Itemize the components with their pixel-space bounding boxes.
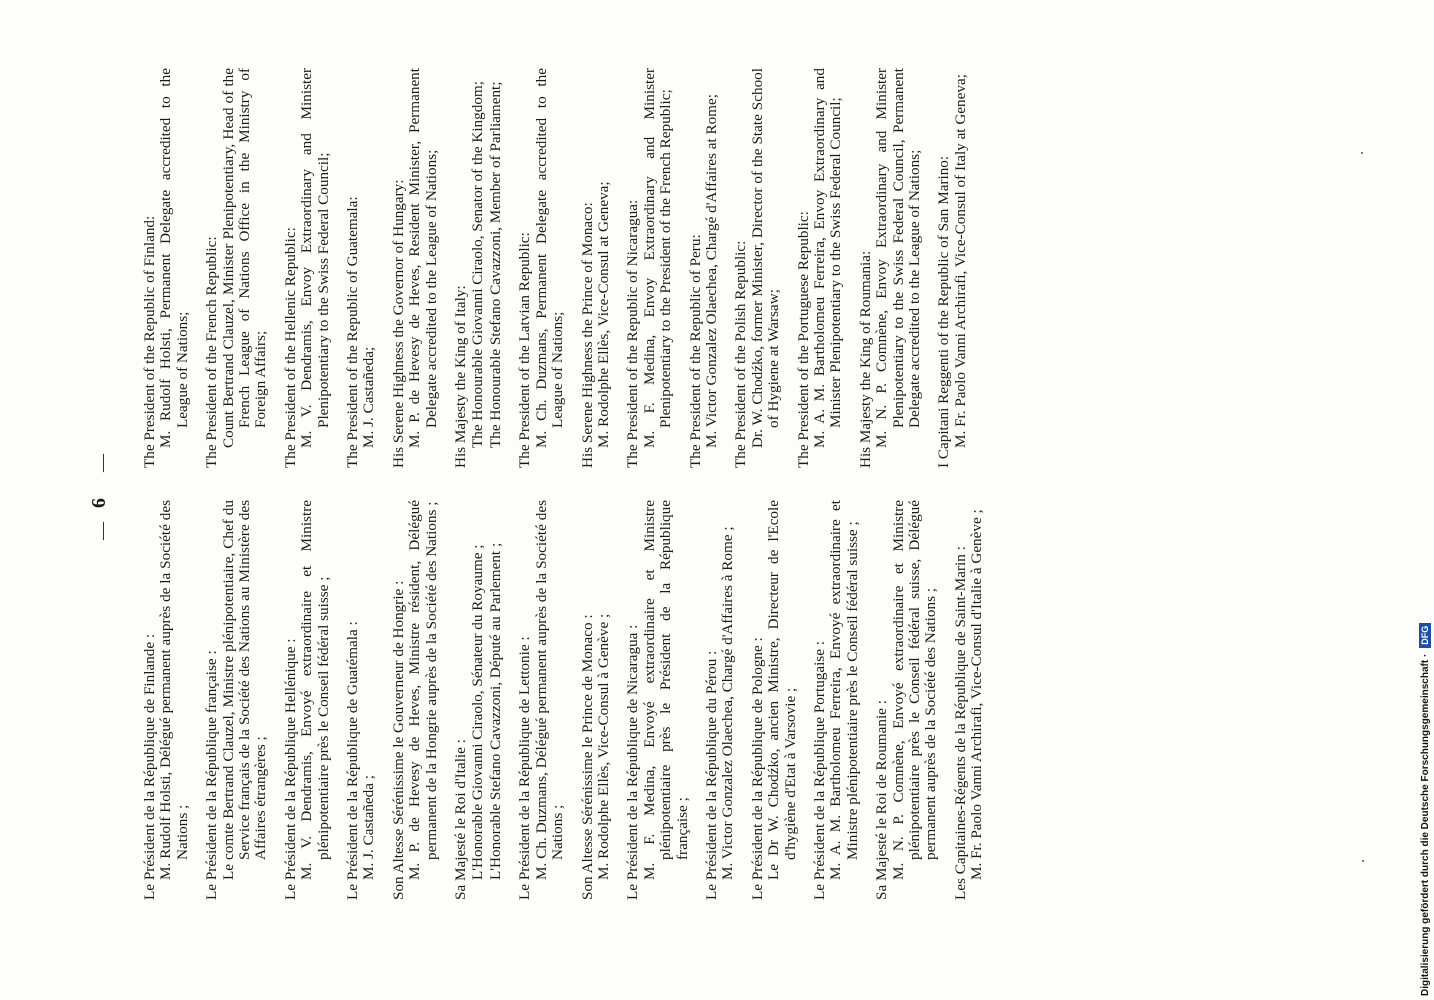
english-delegate: M. N. P. Comnène, Envoy Extraordinary and Minister Plenipotentiary to the Swiss Federal Council, Permanent Delegate accredited to the League of Nations; [873,68,924,448]
english-party-name: His Serene Highness the Governor of Hungary: [389,179,407,468]
english-party-name: His Majesty the King of Italy: [452,285,470,468]
english-entry-list [142,68,969,468]
page-number-dash-right: — [92,454,112,472]
french-entry [625,500,691,900]
french-party-name: Son Altesse Sérénissime le Gouverneur de Hongrie : [389,580,407,900]
french-entry [204,500,270,900]
french-delegate: M. N. P. Comnène, Envoyé extraordinaire et Ministre plénipotentiaire près le Conseil fédéral suisse, Délégué permanent auprès de la Société des Nations ; [889,500,940,880]
scan-speck [1361,152,1363,154]
english-delegate: M. A. M. Bartholomeu Ferreira, Envoy Extraordinary and Minister Plenipotentiary to the Swiss Federal Council; [811,68,845,448]
french-party-name: Le Président de la République Hellénique : [281,638,299,900]
french-entry [453,500,504,900]
english-party-name: The President of the Republic of Peru: [686,234,704,468]
english-entry [453,68,504,468]
french-delegate: M. Rodolphe Ellès, Vice-Consul à Genève ; [594,613,612,880]
french-entry [391,500,440,900]
english-delegate: M. Fr. Paolo Vanni Archirafi, Vice-Consul of Italy at Geneva; [951,74,969,448]
english-delegate: M. Victor Gonzalez Olaechea, Chargé d'Affaires at Rome; [702,94,720,448]
english-delegate: The Honourable Giovanni Ciraolo, Senator of the Kingdom; [468,81,486,448]
english-entry [391,68,440,468]
french-entry [704,500,737,900]
english-party-name: The President of the Latvian Republic: [516,232,534,468]
french-delegate: L'Honorable Stefano Cavazzoni, Député au Parlement ; [486,542,504,880]
english-party-name: The President of the Republic of Nicaragua: [624,199,642,468]
english-entry [796,68,845,468]
french-delegate: M. A. M. Bartholomeu Ferreira, Envoyé extraordinaire et Ministre plénipotentiaire près le Conseil fédéral suisse ; [827,500,861,880]
page-number-dash-left: — [92,522,112,540]
french-party-name: Le Président de la République Portugaise : [811,641,828,900]
french-party-name: Son Altesse Sérénissime le Prince de Monaco : [578,614,596,900]
french-entry [283,500,332,900]
french-party-name: Le Président de la République du Pérou : [702,650,720,900]
french-delegate: M. Fr. Paolo Vanni Archirafi, Vice-Consul d'Italie à Genève ; [968,509,986,880]
french-delegate: M. F. Medina, Envoyé extraordinaire et Ministre plénipotentiaire près le Président de la République française ; [640,500,691,880]
english-column [142,68,982,468]
english-entry [936,68,969,468]
english-delegate: M. J. Castañeda; [360,346,378,448]
scan-speck [1362,860,1364,862]
french-entry [812,500,861,900]
english-party-name: His Serene Highness the Prince of Monaco: [578,202,596,468]
english-entry [142,68,191,468]
french-entry [580,500,613,900]
english-delegate: The Honourable Stefano Cavazzoni, Member of Parliament; [486,81,504,448]
french-party-name: Le Président de la République de Finlande : [141,633,158,900]
french-delegate: M. Rudolf Holsti, Délégué permanent auprès de la Société des Nations ; [157,500,191,880]
english-entry [625,68,674,468]
french-entry [750,500,799,900]
page-number: 6 [88,498,110,508]
english-party-name: The President of the Republic of Finland: [141,215,158,468]
french-party-name: Le Président de la République française : [203,650,221,900]
french-delegate: M. Ch. Duzmans, Délégué permanent auprès de la Société des Nations ; [532,500,567,880]
french-party-name: Le Président de la République de Pologne : [748,637,766,900]
french-delegate: M. Victor Gonzalez Olaechea, Chargé d'Affaires à Rome ; [719,526,737,880]
french-entry [142,500,191,900]
french-party-name: Sa Majesté le Roi d'Italie : [452,739,470,900]
english-entry [517,68,566,468]
english-entry [580,68,613,468]
french-delegate: M. V. Dendramis, Envoyé extraordinaire et Ministre plénipotentiaire près le Conseil fédéral suisse ; [298,500,332,880]
english-delegate: M. V. Dendramis, Envoy Extraordinary and Minister Plenipotentiary to the Swiss Federal Council; [298,68,332,448]
digitization-credit [1418,16,1432,996]
english-delegate: M. P. de Hevesy de Heves, Resident Minister, Permanent Delegate accredited to the League of Nations; [406,68,440,448]
page-header [88,40,126,900]
english-party-name: The President of the Republic of Guatemala: [344,196,362,468]
french-party-name: Les Capitaines-Régents de la République de Saint-Marin : [951,546,969,900]
french-delegate: L'Honorable Giovanni Ciraolo, Sénateur du Royaume ; [468,544,486,880]
english-party-name: The President of the French Republic: [203,236,221,468]
french-entry [345,500,378,900]
french-party-name: Sa Majesté le Roi de Roumanie : [873,700,891,900]
english-party-name: The President of the Hellenic Republic: [281,227,299,468]
english-entry [858,68,924,468]
french-entry-list [142,500,986,900]
english-entry [283,68,332,468]
credit-text: Digitalisierung gefördert durch die Deutsche Forschungsgemeinschaft · [1419,653,1431,996]
english-delegate: M. Rodolphe Ellès, Vice-Consul at Geneva; [594,181,612,448]
english-entry [688,68,721,468]
english-entry [733,68,782,468]
english-entry [204,68,270,468]
english-delegate: Dr. W. Chodźko, former Minister, Director of the State School of Hygiene at Warsaw; [748,68,783,448]
rotated-page-content [88,40,1256,900]
french-delegate: Le Dr W. Chodźko, ancien Ministre, Directeur de l'Ecole d'hygiène d'Etat à Varsovie ; [765,500,799,880]
french-delegate: Le comte Bertrand Clauzel, Ministre plénipotentiaire, Chef du Service français de la Société des Nations au Ministère des Affaires étrangères ; [219,500,270,880]
english-delegate: M. Ch. Duzmans, Permanent Delegate accredited to the League of Nations; [532,68,567,448]
french-entry [517,500,566,900]
english-delegate: M. Rudolf Holsti, Permanent Delegate accredited to the League of Nations; [157,68,191,448]
english-party-name: The President of the Portuguese Republic: [794,211,812,468]
english-party-name: His Majesty the King of Roumania: [856,250,874,468]
french-column [142,500,999,900]
french-delegate: M. J. Castañeda ; [360,774,378,880]
french-party-name: Le Président de la République de Lettonie : [516,636,534,900]
french-party-name: Le Président de la République de Guatémala : [344,621,362,900]
french-party-name: Le Président de la République de Nicaragua : [624,624,642,900]
french-delegate: M. P. de Hevesy de Heves, Ministre résident, Délégué permanent de la Hongrie auprès de la Société des Nations ; [406,500,440,880]
english-delegate: M. F. Medina, Envoy Extraordinary and Minister Plenipotentiary to the President of the French Republic; [640,68,675,448]
dfg-logo: DFG [1419,623,1431,648]
english-entry [345,68,378,468]
english-party-name: I Capitani Reggenti of the Republic of San Marino: [935,155,953,468]
french-entry [953,500,986,900]
english-party-name: The President of the Polish Republic: [732,240,750,468]
french-entry [874,500,940,900]
english-delegate: Count Bertrand Clauzel, Minister Plenipotentiary, Head of the French League of Nations Office in the Ministry of Foreign Affairs; [219,68,270,448]
